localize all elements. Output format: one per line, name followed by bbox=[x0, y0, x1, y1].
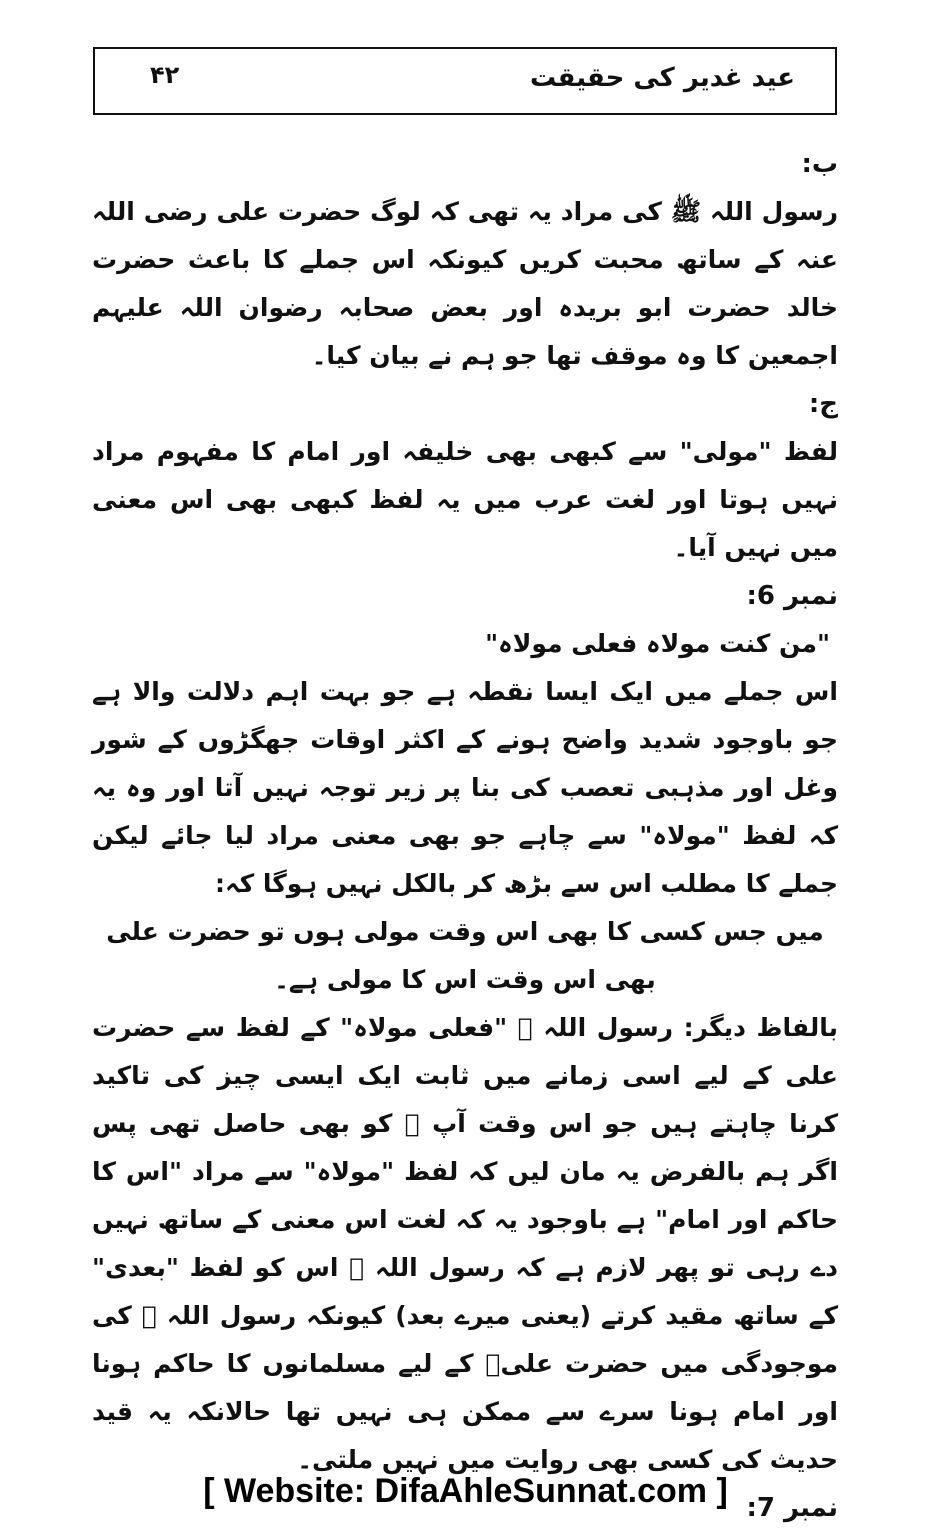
book-title: عید غدیر کی حقیقت bbox=[530, 63, 795, 93]
section-label-b: ب: bbox=[801, 149, 838, 179]
page-number: ۴۲ bbox=[150, 61, 180, 89]
paragraph-6: اس جملے میں ایک ایسا نقطہ ہے جو بہت اہم دلالت والا ہے جو باوجود شدید واضح ہونے کے اکثر اوقات جھگڑوں کے شور وغل اور مذہبی تعصب کی بنا پر زیر توجہ نہیں آتا اور وہ یہ کہ لفظ "مولاہ" سے چاہے جو بھی معنی مراد لیا جائے لیکن جملے کا مطلب اس سے بڑھ کر بالکل نہیں ہوگا کہ: bbox=[92, 677, 838, 898]
page-body bbox=[92, 140, 838, 1532]
paragraph-7a: بالفاظ دیگر: رسول اللہ ﷺ "فعلی مولاہ" کے لفظ سے حضرت علی کے لیے اسی زمانے میں ثابت ایک ایسی چیز کی تاکید کرنا چاہتے ہیں جو اس وقت آپ ﷺ کو بھی حاصل تھی پس اگر ہم بالفرض یہ مان لیں کہ لفظ "مولاہ" سے مراد "اس کا حاکم اور امام" ہے باوجود یہ کہ لغت اس معنی کے ساتھ نہیں دے رہی تو پھر لازم ہے کہ رسول اللہ ﷺ اس کو لفظ "بعدی" کے ساتھ مقید کرتے (یعنی میرے بعد) کیونکہ رسول اللہ ﷺ کی موجودگی میں حضرت علیؓ کے لیے مسلمانوں کا حاکم ہونا اور امام ہونا سرے سے ممکن ہی نہیں تھا حالانکہ یہ قید حدیث کی کسی بھی روایت میں نہیں ملتی۔ bbox=[92, 1013, 838, 1474]
section-label-j: ج: bbox=[808, 389, 838, 419]
section-label-7: نمبر 7: bbox=[746, 1493, 838, 1523]
hadith-quote: "من کنت مولاہ فعلی مولاہ" bbox=[485, 629, 830, 658]
centered-statement: میں جس کسی کا بھی اس وقت مولی ہوں تو حضرت علی بھی اس وقت اس کا مولی ہے۔ bbox=[106, 917, 824, 994]
page-header bbox=[93, 47, 837, 115]
paragraph-b: رسول اللہ ﷺ کی مراد یہ تھی کہ لوگ حضرت علی رضی اللہ عنہ کے ساتھ محبت کریں کیونکہ اس جملے کا باعث حضرت خالد حضرت ابو بریدہ اور بعض صحابہ رضوان اللہ علیہم اجمعین کا وہ موقف تھا جو ہم نے بیان کیا۔ bbox=[92, 197, 838, 370]
paragraph-j: لفظ "مولی" سے کبھی بھی خلیفہ اور امام کا مفہوم مراد نہیں ہوتا اور لغت عرب میں یہ لفظ کبھی بھی اس معنی میں نہیں آیا۔ bbox=[92, 437, 838, 562]
website-footer: [ Website: DifaAhleSunnat.com ] bbox=[203, 1472, 728, 1510]
section-label-6: نمبر 6: bbox=[746, 581, 838, 611]
